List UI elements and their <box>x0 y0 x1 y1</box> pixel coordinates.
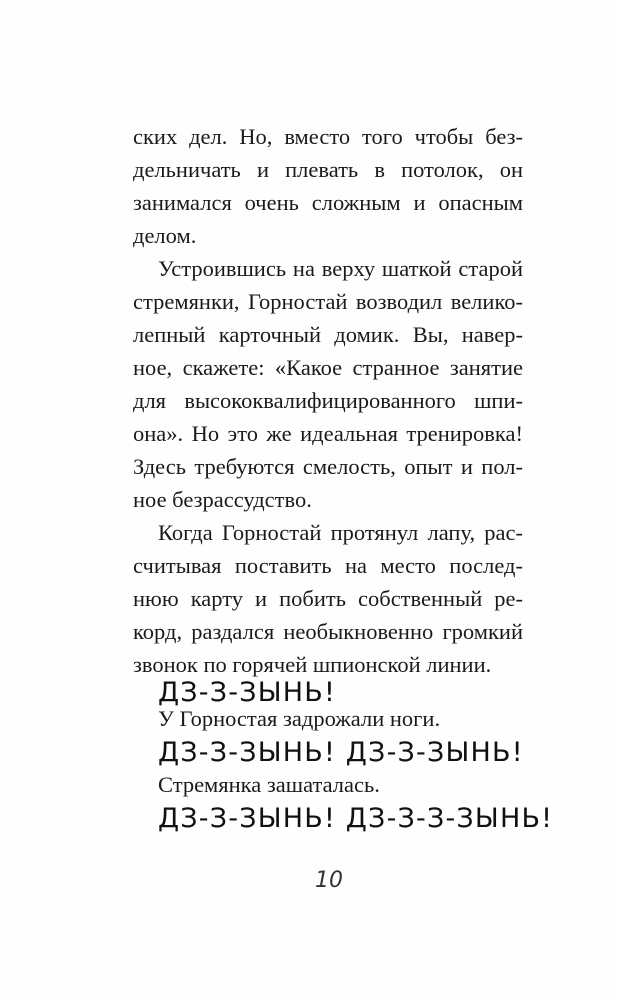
paragraph-1-line-2: дельничать и плевать в потолок, он <box>133 157 523 182</box>
paragraph-3-line-4: корд, раздался необыкновенно громкий <box>133 619 523 644</box>
paragraph-2-line-3: лепный карточный домик. Вы, навер- <box>133 322 523 347</box>
paragraph-3-line-1: Когда Горностай протянул лапу, рас- <box>158 520 523 545</box>
sound-effect-ring-3: ДЗ-З-ЗЫНЬ! ДЗ-З-З-ЗЫНЬ! <box>158 803 554 834</box>
paragraph-1-line-1: ских дел. Но, вместо того чтобы без- <box>133 124 523 149</box>
paragraph-2-line-2: стремянки, Горностай возводил велико- <box>133 289 523 314</box>
narrative-line-ladder-wobbled: Стремянка зашаталась. <box>158 772 380 797</box>
paragraph-2-line-7: Здесь требуются смелость, опыт и пол- <box>133 454 523 479</box>
paragraph-2-line-8: ное безрассудство. <box>133 487 312 512</box>
sound-effect-ring-1: ДЗ-З-ЗЫНЬ! <box>158 677 336 708</box>
page-number: 10 <box>315 868 343 893</box>
narrative-line-legs-trembled: У Горностая задрожали ноги. <box>158 706 441 731</box>
paragraph-2-line-4: ное, скажете: «Какое странное занятие <box>133 355 523 380</box>
paragraph-3-line-2: считывая поставить на место послед- <box>133 553 523 578</box>
paragraph-2-line-5: для высококвалифицированного шпи- <box>133 388 523 413</box>
paragraph-2-line-6: она». Но это же идеальная тренировка! <box>133 421 523 446</box>
paragraph-3-line-5: звонок по горячей шпионской линии. <box>133 652 492 677</box>
paragraph-2-line-1: Устроившись на верху шаткой старой <box>158 256 523 281</box>
paragraph-1-line-4: делом. <box>133 223 197 248</box>
paragraph-3-line-3: нюю карту и побить собственный ре- <box>133 586 523 611</box>
paragraph-1-line-3: занимался очень сложным и опасным <box>133 190 523 215</box>
sound-effect-ring-2: ДЗ-З-ЗЫНЬ! ДЗ-З-ЗЫНЬ! <box>158 737 524 768</box>
